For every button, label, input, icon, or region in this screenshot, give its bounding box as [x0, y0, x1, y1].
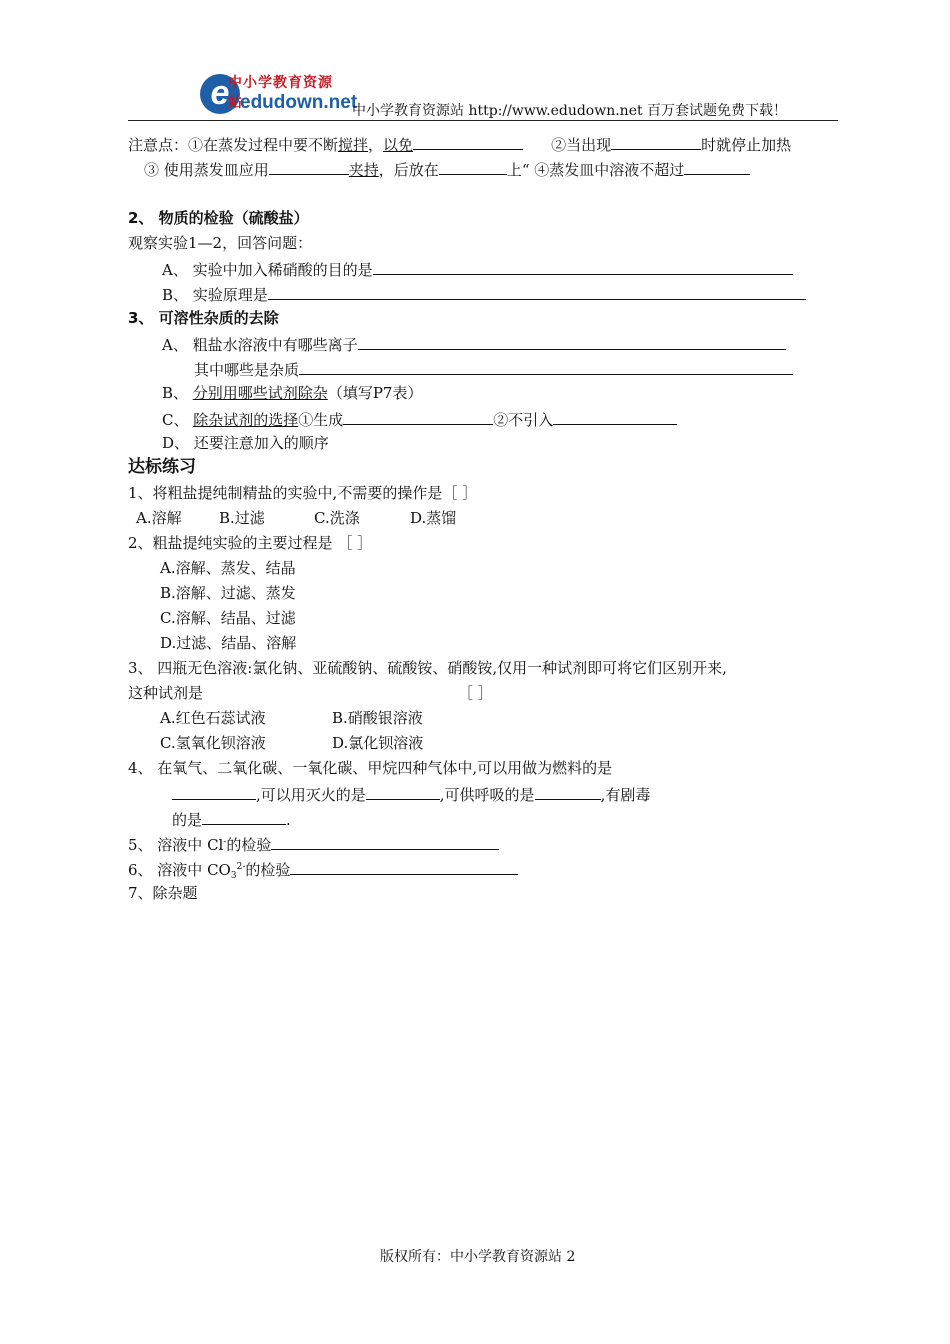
notes-line-2	[144, 158, 750, 180]
blank-field[interactable]	[269, 158, 349, 175]
logo-domain: edudown.net	[240, 92, 358, 113]
section-2-b-text: B、 实验原理是	[162, 286, 268, 304]
q1-option-d: D.蒸馏	[410, 509, 457, 527]
blank-field[interactable]	[271, 833, 499, 850]
site-logo	[200, 70, 358, 116]
question-7: 7、除杂题	[128, 884, 198, 902]
q4-period: .	[286, 811, 291, 829]
blank-field[interactable]	[413, 133, 523, 150]
q6-suffix: 的检验	[245, 861, 291, 879]
notes-clamp: 夹持	[348, 161, 379, 179]
section-3-title: 3、 可溶性杂质的去除	[128, 309, 279, 327]
q4-is: 的是	[172, 811, 203, 829]
blank-field[interactable]	[358, 333, 786, 350]
logo-title: 中小学教育资源站	[228, 75, 333, 111]
blank-field[interactable]	[202, 808, 286, 825]
blank-field[interactable]	[299, 358, 793, 375]
notes-avoid: 以免	[383, 136, 414, 154]
question-6	[128, 858, 518, 880]
q2-option-b: B.溶解、过滤、蒸发	[160, 584, 296, 602]
blank-field[interactable]	[684, 158, 750, 175]
q6-subscript: 3	[230, 871, 237, 881]
notes-l1e: ②当出现	[551, 136, 612, 154]
section-3-a2	[194, 358, 793, 380]
q5-prefix: 5、 溶液中 Cl	[128, 836, 224, 854]
section-3-a2-text: 其中哪些是杂质	[194, 361, 300, 379]
question-5	[128, 833, 499, 855]
q3-answer-bracket: ［ ］	[458, 684, 493, 702]
blank-field[interactable]	[343, 408, 493, 425]
q3-option-c: C.氢氧化钡溶液	[160, 734, 266, 752]
section-3-a-text: A、 粗盐水溶液中有哪些离子	[162, 336, 358, 354]
notes-stir: 搅拌	[338, 136, 369, 154]
question-4-line-3	[172, 808, 291, 830]
q4-toxic: ,有剧毒	[600, 786, 651, 804]
question-3: 3、 四瓶无色溶液:氯化钠、亚硫酸钠、硫酸铵、硝酸铵,仅用一种试剂即可将它们区别开来,	[128, 659, 727, 677]
notes-l2d: 上“ ④蒸发皿中溶液不超过	[506, 161, 685, 179]
section-3-d: D、 还要注意加入的顺序	[162, 434, 329, 452]
q2-option-a: A.溶解、蒸发、结晶	[160, 559, 296, 577]
section-3-c-no-introduce: ②不引入	[493, 411, 554, 429]
logo-e-mark: e	[200, 74, 240, 114]
blank-field[interactable]	[366, 783, 440, 800]
blank-field[interactable]	[553, 408, 677, 425]
q5-superscript: -	[223, 837, 227, 847]
notes-l2c: ，后放在	[378, 161, 439, 179]
section-3-c	[162, 408, 677, 430]
notes-comma: ，	[368, 136, 384, 154]
practice-title: 达标练习	[128, 457, 196, 477]
q2-option-c: C.溶解、结晶、过滤	[160, 609, 296, 627]
section-2-a	[162, 258, 793, 280]
section-2-title: 2、 物质的检验（硫酸盐）	[128, 209, 309, 227]
section-3-b-prefix: B、	[162, 384, 193, 402]
notes-line-1	[128, 133, 791, 155]
section-3-b	[162, 383, 422, 403]
section-3-b-note: （填写P7表）	[327, 384, 423, 402]
blank-field[interactable]	[290, 858, 518, 875]
notes-l1a: 注意点：①在蒸发过程中要不断	[128, 136, 339, 154]
header-divider	[128, 120, 838, 121]
section-3-c-underlined: 除杂试剂的选择	[193, 411, 299, 429]
page-footer: 版权所有：中小学教育资源站 2	[380, 1249, 576, 1265]
section-2-intro: 观察实验1—2，回答问题：	[128, 234, 313, 252]
blank-field[interactable]	[373, 258, 793, 275]
q4-fire: ,可以用灭火的是	[256, 786, 366, 804]
section-2-a-text: A、 实验中加入稀硝酸的目的是	[162, 261, 373, 279]
question-2: 2、粗盐提纯实验的主要过程是 ［ ］	[128, 534, 373, 552]
section-3-b-underlined: 分别用哪些试剂除杂	[192, 384, 328, 402]
blank-field[interactable]	[535, 783, 601, 800]
q5-suffix: 的检验	[226, 836, 272, 854]
question-1: 1、将粗盐提纯制精盐的实验中,不需要的操作是［ ］	[128, 484, 478, 502]
q2-option-d: D.过滤、结晶、溶解	[160, 634, 297, 652]
question-4: 4、 在氧气、二氧化碳、一氧化碳、甲烷四种气体中,可以用做为燃料的是	[128, 759, 613, 777]
notes-l2a: ③ 使用蒸发皿应用	[144, 161, 269, 179]
blank-field[interactable]	[172, 783, 256, 800]
q1-option-a: A.溶解	[136, 509, 182, 527]
notes-l1f: 时就停止加热	[701, 136, 792, 154]
q4-breath: ,可供呼吸的是	[439, 786, 535, 804]
q6-prefix: 6、 溶液中 CO	[128, 861, 231, 879]
section-3-c-generate: ①生成	[298, 411, 344, 429]
q3-option-d: D.氯化钡溶液	[332, 734, 424, 752]
q1-option-b: B.过滤	[219, 509, 265, 527]
section-3-a	[162, 333, 786, 355]
question-4-line-2	[172, 783, 650, 805]
q1-option-c: C.洗涤	[314, 509, 360, 527]
q3-option-b: B.硝酸银溶液	[332, 709, 423, 727]
header-site-text: 中小学教育资源站 http://www.edudown.net 百万套试题免费下载！	[352, 103, 788, 119]
blank-field[interactable]	[439, 158, 507, 175]
blank-field[interactable]	[611, 133, 701, 150]
q3-option-a: A.红色石蕊试液	[160, 709, 266, 727]
q6-superscript: 2-	[236, 862, 246, 872]
question-3-line-2: 这种试剂是	[128, 684, 204, 702]
section-3-c-prefix: C、	[162, 411, 194, 429]
blank-field[interactable]	[268, 283, 806, 300]
section-2-b	[162, 283, 806, 305]
